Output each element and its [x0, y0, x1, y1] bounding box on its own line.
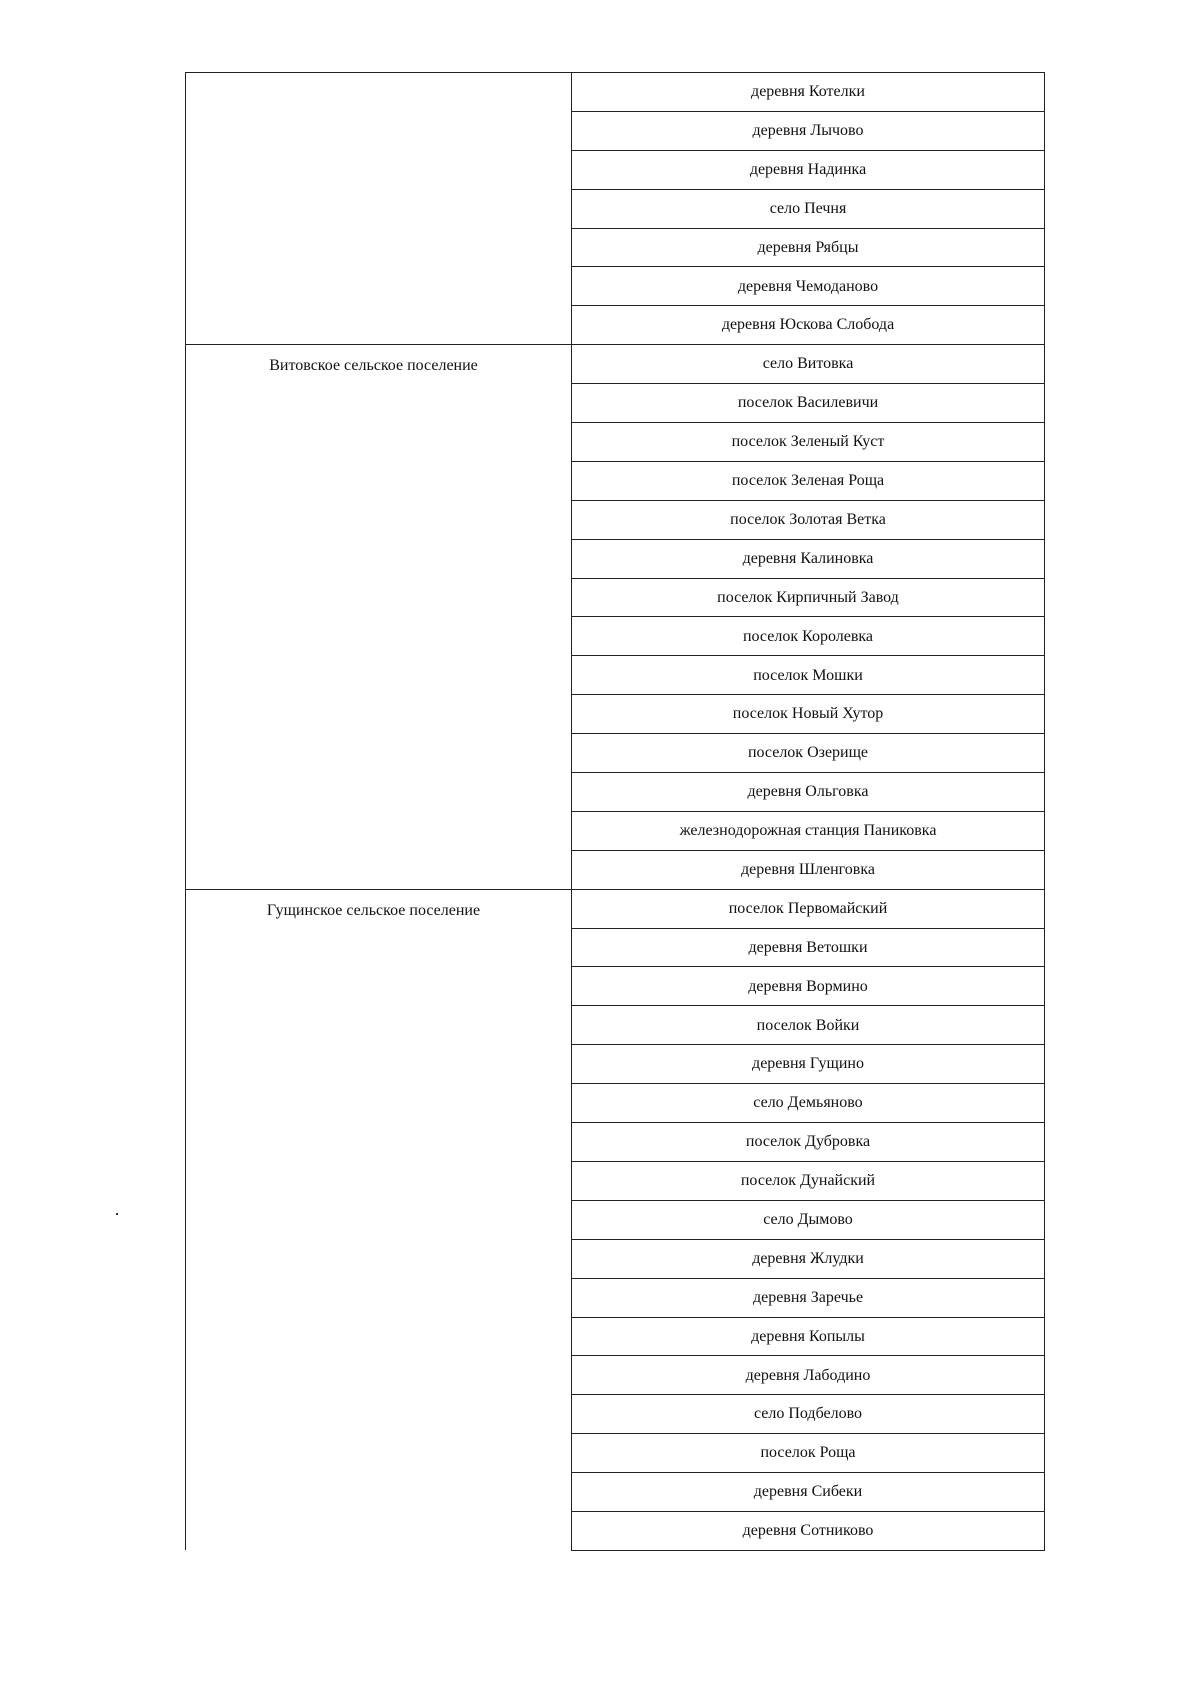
settlement-cell: поселок Дубровка — [572, 1123, 1045, 1162]
settlement-cell: поселок Королевка — [572, 617, 1045, 656]
settlement-cell: поселок Кирпичный Завод — [572, 578, 1045, 617]
settlements-table — [185, 72, 1045, 1551]
settlement-cell: деревня Ольговка — [572, 773, 1045, 812]
settlement-cell: поселок Озерище — [572, 734, 1045, 773]
settlement-cell: деревня Ветошки — [572, 928, 1045, 967]
settlement-cell: поселок Василевичи — [572, 384, 1045, 423]
settlement-cell: деревня Жлудки — [572, 1239, 1045, 1278]
municipality-name: Гущинское сельское поселение — [266, 901, 481, 919]
settlement-cell: железнодорожная станция Паниковка — [572, 811, 1045, 850]
settlement-cell: поселок Зеленый Куст — [572, 423, 1045, 462]
settlement-cell: поселок Золотая Ветка — [572, 500, 1045, 539]
settlement-cell: деревня Надинка — [572, 150, 1045, 189]
settlement-cell: село Дымово — [572, 1200, 1045, 1239]
settlement-cell: село Подбелово — [572, 1395, 1045, 1434]
settlement-cell: деревня Сибеки — [572, 1473, 1045, 1512]
table-row — [186, 345, 1045, 384]
settlement-cell: деревня Лабодино — [572, 1356, 1045, 1395]
settlement-cell: деревня Чемоданово — [572, 267, 1045, 306]
settlement-cell: деревня Котелки — [572, 73, 1045, 112]
table-row — [186, 73, 1045, 112]
settlement-cell: поселок Дунайский — [572, 1161, 1045, 1200]
settlement-cell: село Печня — [572, 189, 1045, 228]
settlement-cell: деревня Заречье — [572, 1278, 1045, 1317]
municipality-name: Витовское сельское поселение — [269, 357, 478, 375]
settlement-cell: деревня Вормино — [572, 967, 1045, 1006]
settlement-cell: деревня Рябцы — [572, 228, 1045, 267]
settlement-cell: деревня Копылы — [572, 1317, 1045, 1356]
scan-speck — [116, 1213, 118, 1215]
municipality-cell — [186, 345, 572, 889]
settlement-cell: село Витовка — [572, 345, 1045, 384]
settlement-cell: деревня Лычово — [572, 111, 1045, 150]
settlement-cell: деревня Шленговка — [572, 850, 1045, 889]
settlement-cell: деревня Гущино — [572, 1045, 1045, 1084]
settlement-cell: поселок Мошки — [572, 656, 1045, 695]
municipality-cell — [186, 73, 572, 345]
settlement-cell: поселок Роща — [572, 1434, 1045, 1473]
settlement-cell: поселок Войки — [572, 1006, 1045, 1045]
settlement-cell: поселок Новый Хутор — [572, 695, 1045, 734]
settlements-table-body — [186, 73, 1045, 1551]
settlement-cell: поселок Зеленая Роща — [572, 461, 1045, 500]
settlement-cell: деревня Юскова Слобода — [572, 306, 1045, 345]
table-row — [186, 889, 1045, 928]
settlement-cell: поселок Первомайский — [572, 889, 1045, 928]
municipality-cell — [186, 889, 572, 1550]
settlement-cell: село Демьяново — [572, 1084, 1045, 1123]
settlement-cell: деревня Калиновка — [572, 539, 1045, 578]
settlement-cell: деревня Сотниково — [572, 1511, 1045, 1550]
